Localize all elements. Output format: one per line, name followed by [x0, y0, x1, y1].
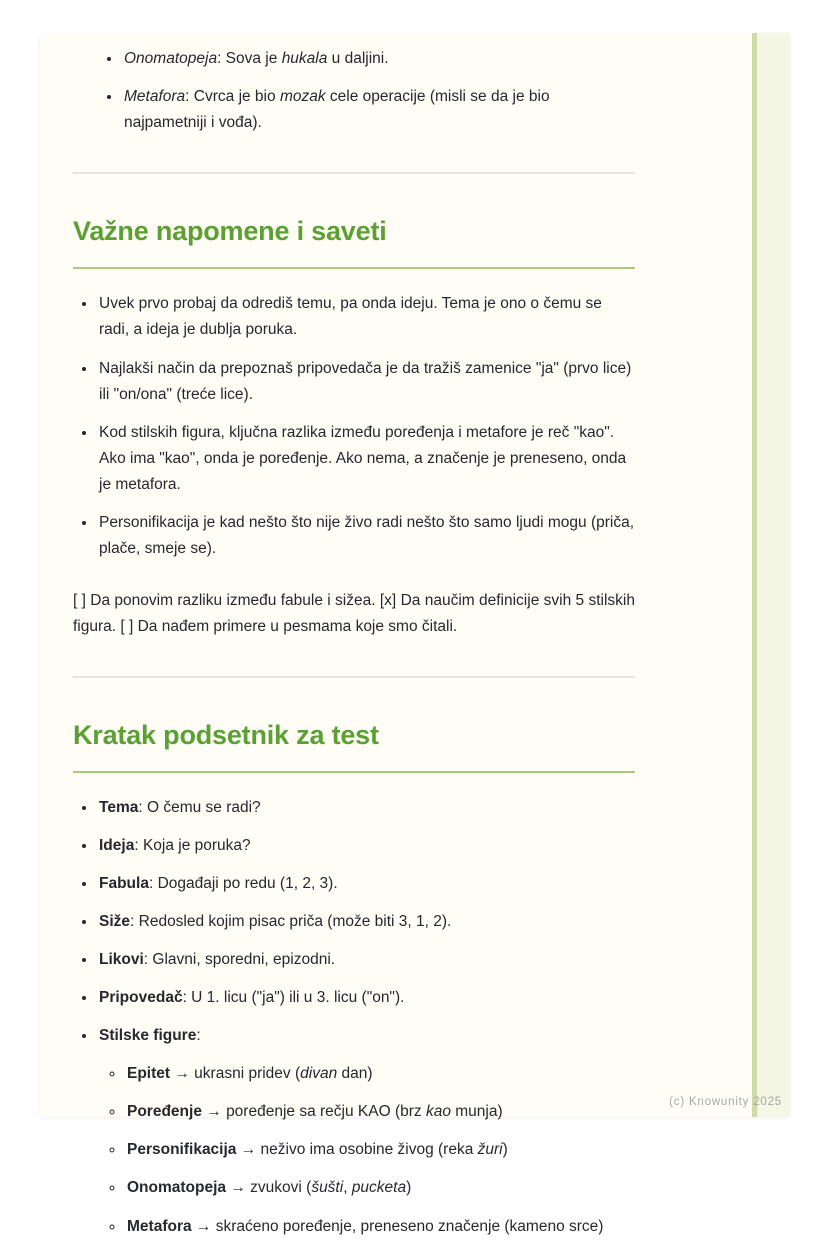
text-run: : O čemu se radi?	[138, 799, 261, 817]
text-run: u daljini.	[327, 50, 389, 67]
list-item	[97, 909, 635, 935]
text-run: munja)	[450, 1103, 503, 1121]
text-run: → zvukovi (	[226, 1179, 312, 1197]
list-item	[125, 1061, 635, 1087]
list-item	[97, 871, 635, 897]
section-divider	[73, 676, 635, 678]
text-run: : Cvrca je bio	[185, 88, 280, 106]
document-page	[40, 33, 790, 1235]
term-bold: Likovi	[99, 951, 144, 969]
text-run: ,	[343, 1179, 352, 1197]
list-item	[122, 46, 635, 72]
text-run: : U 1. licu ("ja") ili u 3. licu ("on").	[182, 989, 405, 1007]
notes-list	[73, 291, 635, 561]
term-bold: Stilske figure	[99, 1027, 197, 1045]
term-bold: Tema	[99, 799, 139, 817]
nested-list	[99, 1061, 635, 1239]
term-italic: Onomatopeja	[124, 50, 218, 67]
term-italic: divan	[300, 1065, 338, 1083]
term-bold: Personifikacija	[127, 1141, 237, 1159]
text-run: dan)	[337, 1065, 373, 1083]
list-item	[97, 985, 635, 1011]
text-run: )	[502, 1141, 508, 1159]
term-italic: Metafora	[124, 88, 186, 106]
term-italic: hukala	[281, 50, 328, 67]
text-run: : Događaji po redu (1, 2, 3).	[148, 875, 338, 893]
text-run: → skraćeno poređenje, preneseno značenje (kameno srce)	[191, 1217, 604, 1235]
term-bold: Pripovedač	[99, 989, 183, 1007]
text-run: Najlakši način da prepoznaš pripovedača je da tražiš zamenice "ja" (prvo lice) ili "on/ona" (treće lice).	[99, 359, 632, 403]
term-bold: Siže	[99, 913, 131, 931]
list-item	[125, 1137, 635, 1163]
text-run: → ukrasni pridev (	[170, 1065, 301, 1083]
term-italic: mozak	[279, 88, 326, 106]
text-run: )	[406, 1179, 412, 1197]
list-item	[97, 420, 635, 498]
text-run: Uvek prvo probaj da odrediš temu, pa onda ideju. Tema je ono o čemu se radi, a ideja je dublja poruka.	[99, 295, 602, 339]
term-bold: Poređenje	[127, 1103, 202, 1121]
section-divider	[73, 172, 635, 174]
list-item	[97, 833, 635, 859]
term-italic: žuri	[477, 1141, 503, 1159]
list-item	[97, 795, 635, 821]
list-item	[97, 510, 635, 562]
text-run: :	[196, 1027, 201, 1045]
intro-examples-list	[98, 46, 635, 136]
term-bold: Onomatopeja	[127, 1179, 227, 1197]
checklist-paragraph: [ ] Da ponovim razliku između fabule i sižea. [x] Da naučim definicije svih 5 stilskih figura. [ ] Da nađem primere u pesmama koje smo čitali.	[73, 591, 635, 635]
list-item	[125, 1099, 635, 1125]
term-italic: kao	[425, 1103, 451, 1121]
reminder-list	[73, 795, 635, 1239]
text-run: : Koja je poruka?	[134, 837, 251, 855]
text-run: : Glavni, sporedni, epizodni.	[143, 951, 336, 969]
list-item	[125, 1175, 635, 1201]
list-item	[125, 1214, 635, 1240]
term-bold: Epitet	[127, 1065, 171, 1083]
page-right-margin-strip	[752, 33, 790, 1117]
term-bold: Fabula	[99, 875, 149, 893]
text-run: Personifikacija je kad nešto što nije živo radi nešto što samo ljudi mogu (priča, plače, smeje se).	[99, 513, 635, 557]
term-italic: šušti	[311, 1179, 344, 1197]
page-content	[40, 33, 635, 1240]
term-bold: Metafora	[127, 1217, 192, 1235]
text-run: cele operacije (misli se da je bio najpametniji i vođa).	[124, 88, 550, 132]
text-run: → poređenje sa rečju KAO (brz	[201, 1103, 426, 1121]
text-run: Kod stilskih figura, ključna razlika između poređenja i metafore je reč "kao". Ako ima "kao", onda je poređenje. Ako nema, a značenje je preneseno, onda je metafora.	[99, 423, 627, 493]
text-run: : Sova je	[217, 50, 282, 67]
list-item	[97, 947, 635, 973]
section-title-notes: Važne napomene i saveti	[73, 209, 635, 269]
list-item	[97, 356, 635, 408]
text-run: → neživo ima osobine živog (reka	[236, 1141, 478, 1159]
text-run: : Redosled kojim pisac priča (može biti 3, 1, 2).	[130, 913, 452, 931]
section-title-reminder: Kratak podsetnik za test	[73, 713, 635, 773]
list-item	[97, 291, 635, 343]
list-item	[122, 84, 635, 136]
term-italic: pucketa	[351, 1179, 407, 1197]
list-item	[97, 1023, 635, 1239]
copyright-watermark: (c) Knowunity 2025	[669, 1096, 782, 1108]
term-bold: Ideja	[99, 837, 135, 855]
